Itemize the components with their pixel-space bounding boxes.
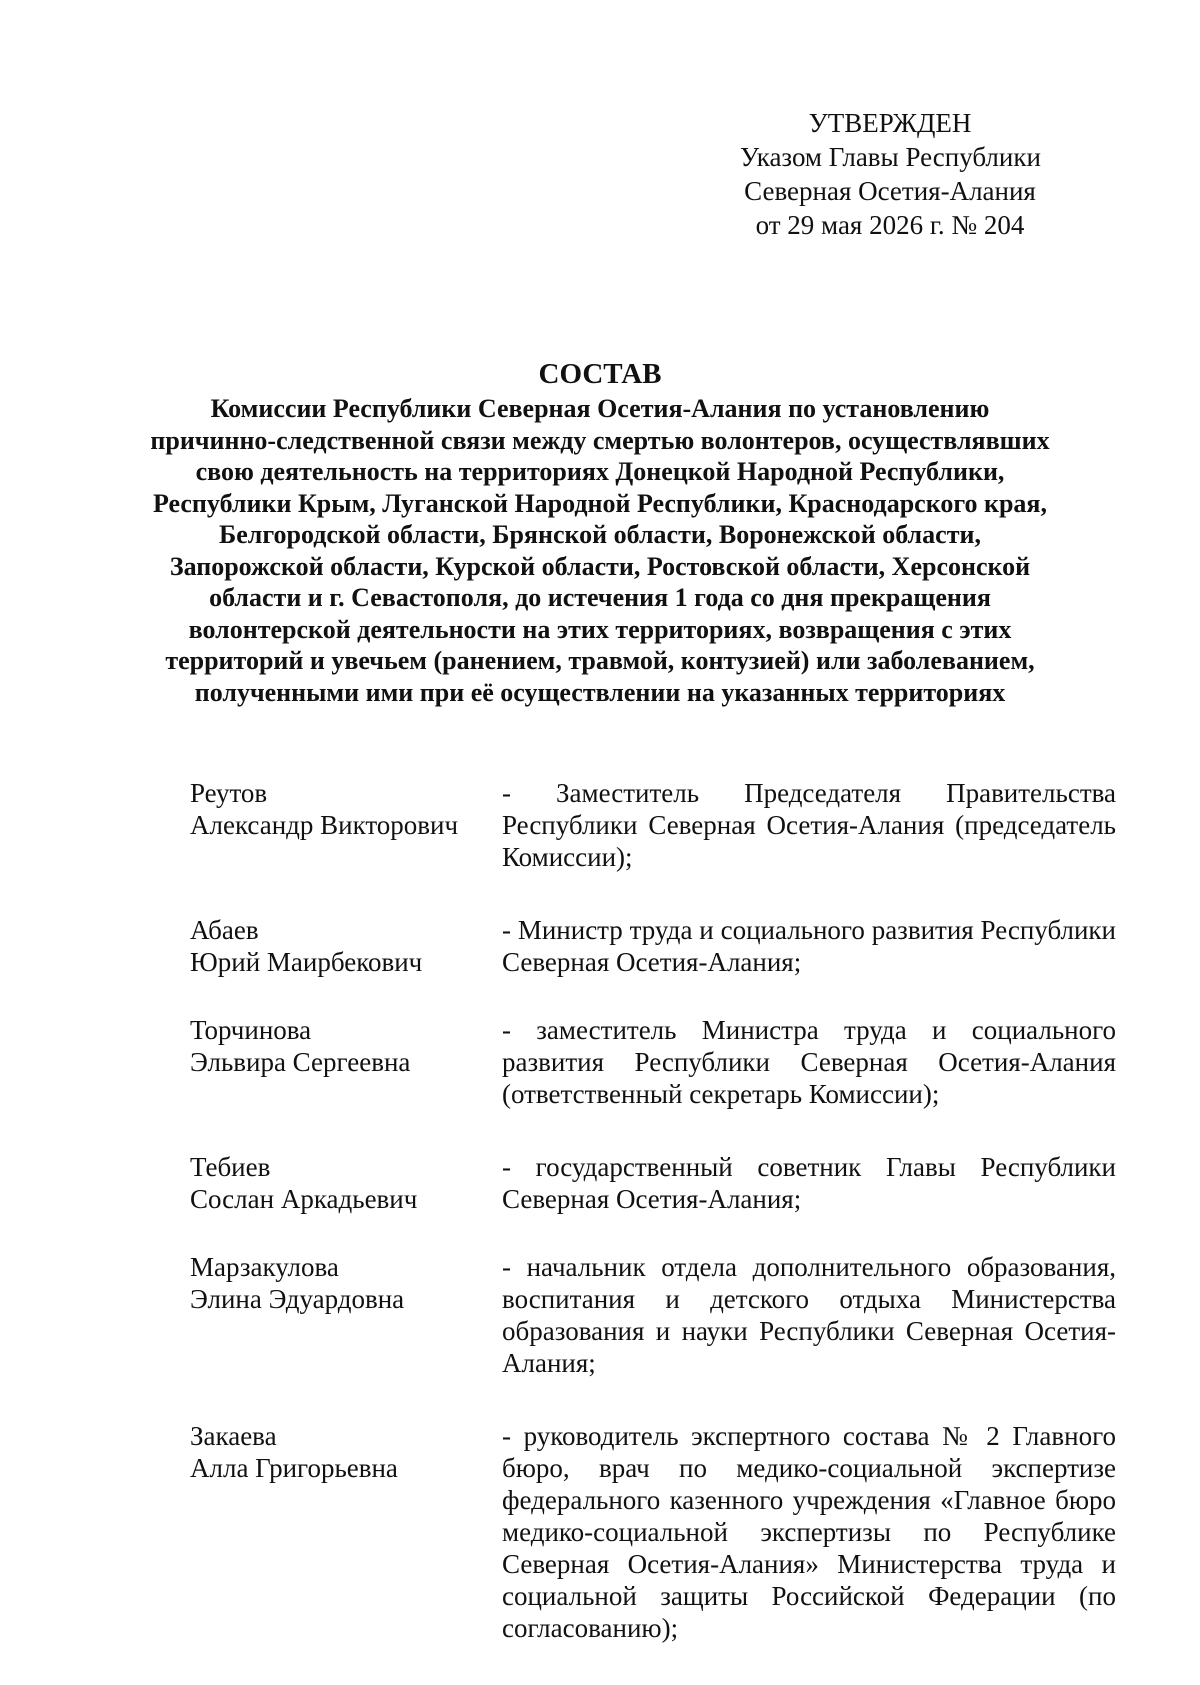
approval-heading: УТВЕРЖДЕН — [808, 108, 972, 138]
member-name — [190, 1151, 502, 1215]
approval-republic-line: Северная Осетия-Алания — [744, 176, 1036, 206]
member-position: - Министр труда и социального развития Республики Северная Осетия-Алания; — [502, 915, 1116, 977]
member-surname: Марзакулова — [190, 1252, 339, 1282]
member-position: - заместитель Министра труда и социального развития Республики Северная Осетия-Алания (ответственный секретарь Комиссии); — [502, 1015, 1116, 1109]
member-given-names: Элина Эдуардовна — [190, 1284, 405, 1314]
member-given-names: Сослан Аркадьевич — [190, 1184, 418, 1214]
document-title-block — [150, 356, 1050, 708]
member-position: - начальник отдела дополнительного образования, воспитания и детского отдыха Министерства образования и науки Республики Северная Осетия-Алания; — [502, 1252, 1116, 1378]
member-name — [190, 914, 502, 978]
commission-members-list — [190, 777, 1116, 1644]
member-entry — [190, 1420, 1116, 1644]
member-surname: Тебиев — [190, 1152, 271, 1182]
document-subtitle: Комиссии Республики Северная Осетия-Алания по установлению причинно-следственной связи между смертью волонтеров, осуществлявших свою деятельность на территориях Донецкой Народной Республики, Республики Крым, Луганской Народной Республики, Краснодарского края, Белгородской области, Брянской области, Воронежской области, Запорожской области, Курской области, Ростовской области, Херсонской области и г. Севастополя, до истечения 1 года со дня прекращения волонтерской деятельности на этих территориях, возвращения с этих территорий и увечьем (ранением, травмой, контузией) или заболеванием, полученными ими при её осуществлении на указанных территориях — [150, 394, 1050, 707]
member-name — [190, 1014, 502, 1078]
member-entry — [190, 1151, 1116, 1215]
member-surname: Торчинова — [190, 1015, 312, 1045]
member-entry — [190, 914, 1116, 978]
member-name — [190, 1251, 502, 1315]
approval-stamp — [740, 106, 1040, 242]
member-given-names: Эльвира Сергеевна — [190, 1047, 411, 1077]
member-name — [190, 1420, 502, 1484]
member-surname: Реутов — [190, 778, 268, 808]
member-position: - руководитель экспертного состава № 2 Главного бюро, врач по медико-социальной экспертизе федерального казенного учреждения «Главное бюро медико-социальной экспертизы по Республике Северная Осетия-Алания» Министерства труда и социальной защиты Российской Федерации (по согласованию); — [502, 1421, 1116, 1643]
member-name — [190, 777, 502, 841]
member-given-names: Александр Викторович — [190, 810, 459, 840]
approval-decree-line: Указом Главы Республики — [740, 142, 1041, 172]
approval-date-number: от 29 мая 2026 г. № 204 — [755, 210, 1025, 240]
document-title: СОСТАВ — [538, 358, 662, 390]
member-given-names: Алла Григорьевна — [190, 1453, 398, 1483]
member-entry — [190, 1014, 1116, 1110]
member-surname: Закаева — [190, 1421, 277, 1451]
member-given-names: Юрий Маирбекович — [190, 947, 423, 977]
member-entry — [190, 777, 1116, 873]
member-entry — [190, 1251, 1116, 1379]
member-position: - Заместитель Председателя Правительства Республики Северная Осетия-Алания (председатель Комиссии); — [502, 778, 1116, 872]
member-position: - государственный советник Главы Республики Северная Осетия-Алания; — [502, 1152, 1116, 1214]
member-surname: Абаев — [190, 915, 259, 945]
